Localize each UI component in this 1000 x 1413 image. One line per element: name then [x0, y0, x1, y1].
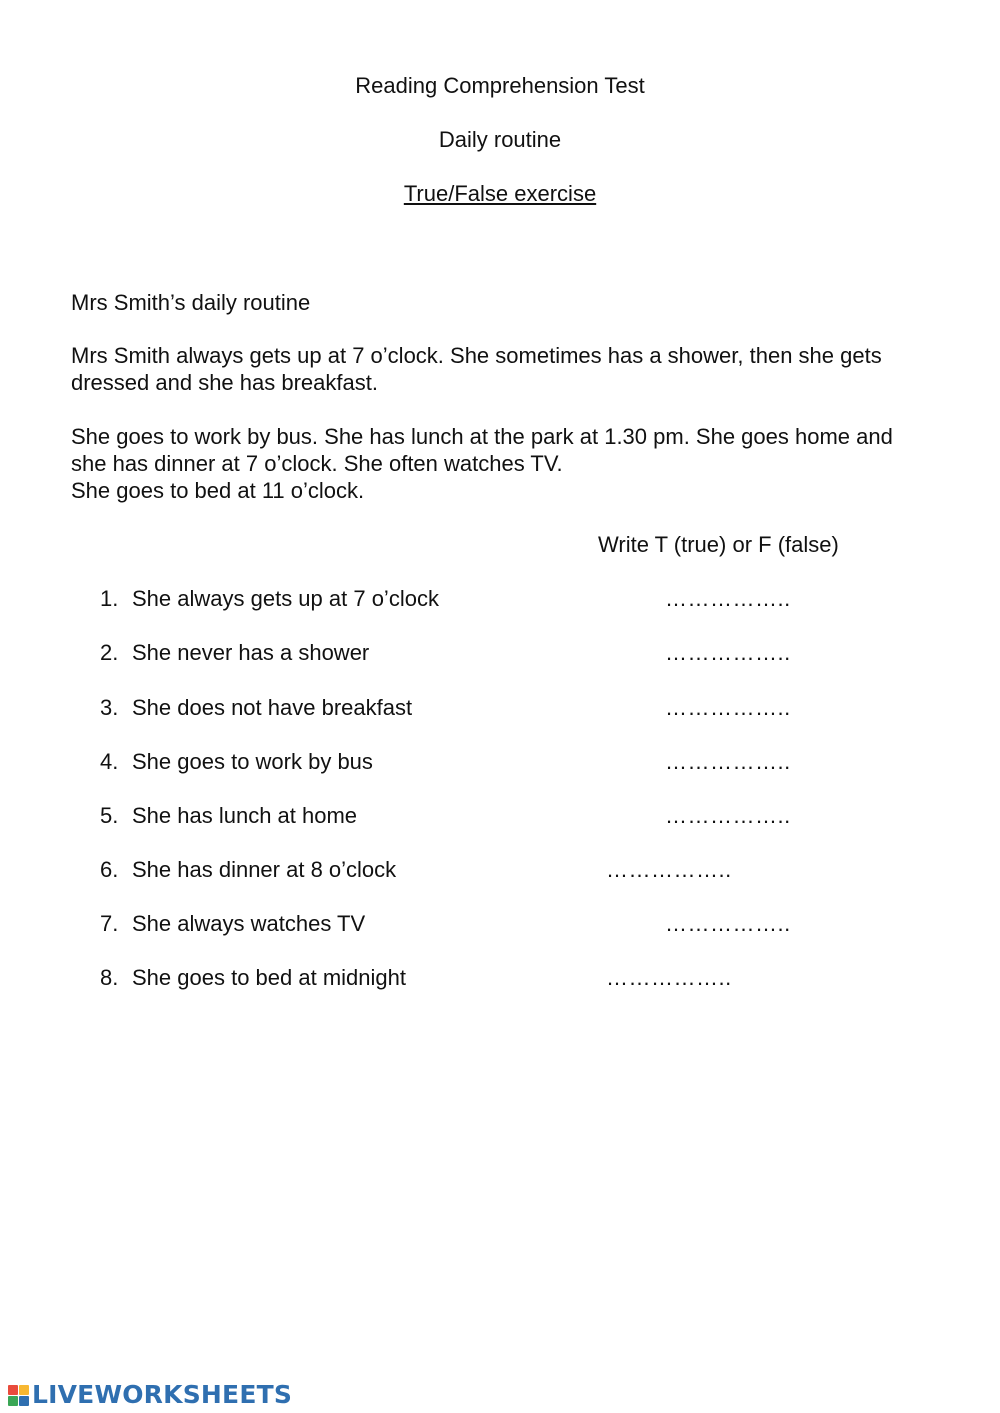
liveworksheets-logo-icon — [8, 1385, 29, 1406]
question-number: 6. — [100, 857, 119, 882]
exercise-type: True/False exercise — [403, 181, 597, 206]
worksheet-subtitle: Daily routine — [438, 127, 562, 152]
passage-heading: Mrs Smith’s daily routine — [71, 290, 311, 315]
question-text: She goes to work by bus — [132, 749, 373, 774]
answer-blank[interactable]: …………….. — [665, 749, 791, 774]
question-number: 1. — [100, 586, 119, 611]
answer-blank[interactable]: …………….. — [665, 695, 791, 720]
question-number: 2. — [100, 640, 119, 665]
logo-square-icon — [8, 1396, 18, 1406]
answer-blank[interactable]: …………….. — [665, 803, 791, 828]
question-text: She has lunch at home — [132, 803, 358, 828]
question-text: She never has a shower — [132, 640, 370, 665]
answer-blank[interactable]: …………….. — [665, 586, 791, 611]
answer-blank[interactable]: …………….. — [606, 857, 732, 882]
question-text: She always gets up at 7 o’clock — [132, 586, 439, 611]
instructions: Write T (true) or F (false) — [598, 532, 839, 557]
question-number: 8. — [100, 965, 119, 990]
logo-text: LIVEWORKSHEETS — [32, 1380, 293, 1409]
logo-square-icon — [19, 1396, 29, 1406]
question-number: 3. — [100, 695, 119, 720]
question-number: 5. — [100, 803, 119, 828]
exercise-type-row — [0, 180, 1000, 207]
question-text: She goes to bed at midnight — [132, 965, 406, 990]
question-text: She has dinner at 8 o’clock — [132, 857, 397, 882]
answer-blank[interactable]: …………….. — [606, 965, 732, 990]
question-number: 4. — [100, 749, 119, 774]
question-number: 7. — [100, 911, 119, 936]
question-text: She does not have breakfast — [132, 695, 413, 720]
worksheet-title: Reading Comprehension Test — [355, 73, 645, 98]
question-text: She always watches TV — [132, 911, 366, 936]
passage-paragraph-1: Mrs Smith always gets up at 7 o’clock. She sometimes has a shower, then she gets dressed and she has breakfast. — [71, 343, 882, 395]
answer-blank[interactable]: …………….. — [665, 640, 791, 665]
passage-paragraph-2: She goes to work by bus. She has lunch at the park at 1.30 pm. She goes home and she has dinner at 7 o’clock. She often watches TV. — [71, 424, 893, 476]
logo-square-icon — [19, 1385, 29, 1395]
answer-blank[interactable]: …………….. — [665, 911, 791, 936]
liveworksheets-logo — [8, 1380, 292, 1410]
logo-square-icon — [8, 1385, 18, 1395]
passage-paragraph-2-line-2: She goes to bed at 11 o’clock. — [71, 478, 365, 503]
